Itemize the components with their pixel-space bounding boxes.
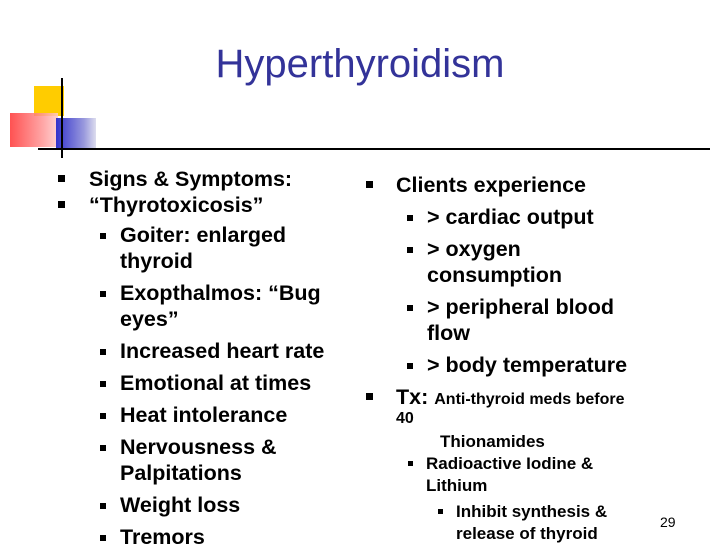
list-item: > oxygen consumption — [427, 236, 696, 288]
slide-title: Hyperthyroidism — [215, 42, 505, 86]
square-bullet-icon — [407, 215, 413, 221]
decor-horizontal-line — [38, 148, 710, 150]
left-column — [89, 166, 359, 550]
square-bullet-icon — [438, 509, 443, 514]
list-item: > cardiac output — [427, 204, 696, 230]
square-bullet-icon — [408, 461, 413, 466]
square-bullet-icon — [407, 363, 413, 369]
decor-yellow-square — [34, 86, 64, 116]
list-item: Goiter: enlarged thyroid — [120, 222, 359, 274]
square-bullet-icon — [100, 503, 106, 509]
square-bullet-icon — [100, 413, 106, 419]
square-bullet-icon — [100, 445, 106, 451]
list-item: Nervousness & Palpitations — [120, 434, 359, 486]
list-item: Tremors — [120, 524, 359, 550]
square-bullet-icon — [100, 381, 106, 387]
square-bullet-icon — [366, 181, 373, 188]
square-bullet-icon — [100, 233, 106, 239]
list-item: Emotional at times — [120, 370, 359, 396]
list-item: “Thyrotoxicosis” — [89, 192, 359, 218]
decor-red-square — [10, 113, 58, 147]
square-bullet-icon — [100, 535, 106, 541]
list-item: Signs & Symptoms: — [89, 166, 359, 192]
list-item: > peripheral blood flow — [427, 294, 696, 346]
list-item: Weight loss — [120, 492, 359, 518]
list-item: > body temperature — [427, 352, 696, 378]
list-item: Increased heart rate — [120, 338, 359, 364]
list-item: Clients experience — [396, 172, 696, 198]
square-bullet-icon — [100, 349, 106, 355]
list-item: Radioactive Iodine & Lithium — [426, 453, 696, 497]
list-item: Heat intolerance — [120, 402, 359, 428]
square-bullet-icon — [58, 175, 65, 182]
decor-vertical-line — [61, 78, 63, 158]
slide-number: 29 — [660, 514, 676, 530]
list-item: Tx: Anti-thyroid meds before — [396, 384, 696, 413]
square-bullet-icon — [100, 291, 106, 297]
square-bullet-icon — [366, 393, 373, 400]
square-bullet-icon — [407, 305, 413, 311]
list-item: Exopthalmos: “Bug eyes” — [120, 280, 359, 332]
square-bullet-icon — [58, 201, 65, 208]
square-bullet-icon — [407, 247, 413, 253]
right-column: Clients experience > cardiac output > oxygen consumption > peripheral blood flow > body temperature Tx: Anti-thyroid meds before 40 Thionamides Radioactive Iodine & Lithium Inhibit synthesis & release of thyroid — [396, 172, 696, 545]
list-item: Inhibit synthesis & release of thyroid — [456, 501, 696, 545]
